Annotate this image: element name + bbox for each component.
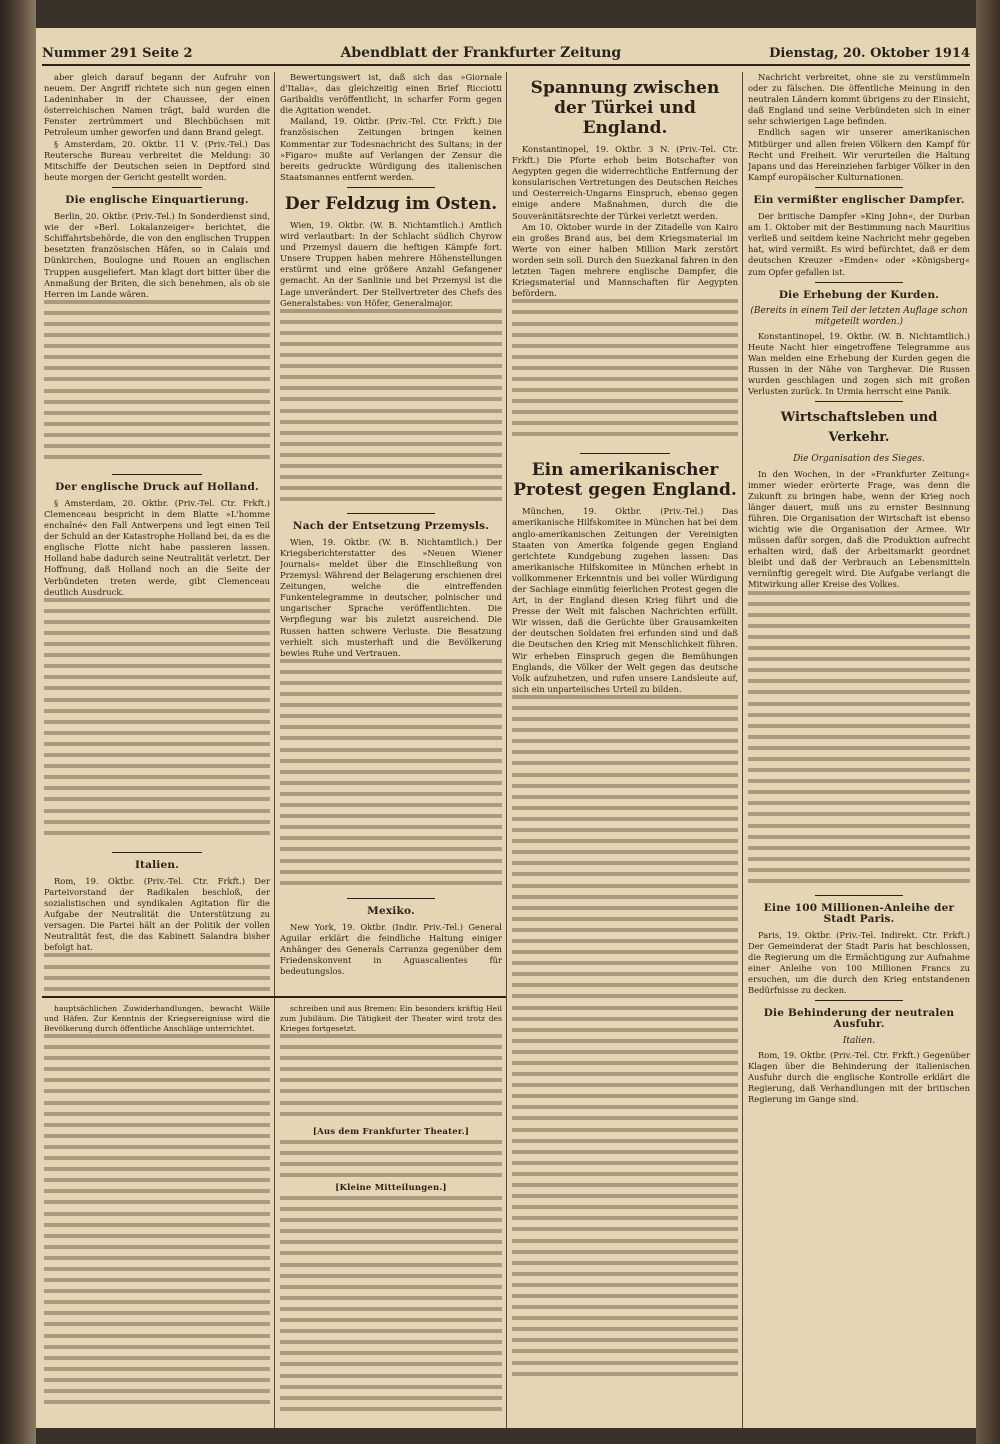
article-text: § Amsterdam, 20. Oktbr. (Priv.-Tel. Ctr. Frkft.) Clemenceau bespricht in dem Blatte »L'homme enchaîné« den Fall Antwerpens und legt einen Teil der Schuld an der Katastrophe Holland bei, da es die englische Flotte nicht habe passieren lassen. Holland habe dadurch seine Neutralität verletzt. Der Hoffnung, daß Holland noch an die Seite der Verbündeten treten werde, gibt Clemenceau deutlich Ausdruck. bbox=[44, 497, 270, 597]
article-text: Rom, 19. Oktbr. (Priv.-Tel. Ctr. Frkft.) Der Parteivorstand der Radikalen beschloß, der sozialistischen und syndikalen Agitation für die Aufgabe der Neutralität die Unterstützung zu versagen. Die Partei hält an der Politik der vollen Neutralität fest, die das Kabinett Salandra bisher befolgt hat. bbox=[44, 875, 270, 953]
issue-number: Nummer 291 Seite 2 bbox=[42, 45, 193, 61]
illegible-text-block bbox=[44, 300, 270, 470]
illegible-text-block bbox=[748, 591, 970, 891]
headline-italien: Italien. bbox=[134, 858, 180, 871]
article-text: Der britische Dampfer »King John«, der Durban am 1. Oktober mit der Bestimmung nach Mauritius verließ und seitdem keine Nachricht mehr gegeben hat, wird vermißt. Es wird befürchtet, daß er dem deutschen Kreuzer »Emden« oder »Königsberg« zum Opfer gefallen ist. bbox=[748, 211, 970, 277]
article-text: Mailand, 19. Oktbr. (Priv.-Tel. Ctr. Frkft.) Die französischen Zeitungen bringen keinen Kommentar zur Todesnachricht des Sultans; in der »Figaro« mußte auf Verlangen der Zensur die bereits gedruckte Würdigung des italienischen Staatsmannes entfernt werden. bbox=[280, 116, 502, 182]
newspaper-page bbox=[36, 28, 976, 1428]
next-page-edge bbox=[976, 0, 1000, 1444]
headline-einquartierung: Die englische Einquartierung. bbox=[65, 193, 249, 206]
article-text: Nachricht verbreitet, ohne sie zu verstümmeln oder zu fälschen. Die öffentliche Meinung in den neutralen Ländern kommt übrigens zu der Einsicht, daß England und seine Verbündeten sich in einer sehr schwierigen Lage befinden. bbox=[748, 72, 970, 127]
article-text: Berlin, 20. Oktbr. (Priv.-Tel.) In Sonderdienst sind, wie der »Berl. Lokalanzeiger« berichtet, die Schiffahrtsbehörde, die von den englischen Truppen besetzten französischen Häfen, so in Calais und Dünkirchen, Boulogne und Rouen an englischen Truppen ausgeliefert. Man klagt dort bitter über die Anmaßung der Briten, die sich benehmen, als ob sie Herren im Lande wären. bbox=[44, 211, 270, 299]
article-text: Paris, 19. Oktbr. (Priv.-Tel. Indirekt. Ctr. Frkft.) Der Gemeinderat der Stadt Paris hat beschlossen, die Regierung um die Ermächtigung zur Aufnahme einer Anleihe von 100 Millionen Francs zu ersuchen, um die durch den Krieg entstandenen Bedürfnisse zu decken. bbox=[748, 929, 970, 996]
article-text: Wien, 19. Oktbr. (W. B. Nichtamtlich.) Amtlich wird verlautbart: In der Schlacht südlich Chyrow und Przemysl dauern die heftigen Kämpfe fort. Unsere Truppen haben mehrere Höhenstellungen erstürmt und eine größere Anzahl Gefangener gemacht. An der Sanlinie und bei Przemysl ist die Lage unverändert. Der Stellvertreter des Chefs des Generalstabes: von Höfer, Generalmajor. bbox=[280, 219, 502, 308]
column-3 bbox=[512, 72, 738, 1428]
column-2 bbox=[280, 72, 502, 992]
column-1 bbox=[44, 72, 270, 992]
article-text: Konstantinopel, 19. Oktbr. 3 N. (Priv.-Tel. Ctr. Frkft.) Die Pforte erhob beim Botschafter von Aegypten gegen die widerrechtliche Entfernung der konsularischen Vertretungen des Deutschen Reiches und Oesterreich-Ungarns Einspruch, ebenso gegen einige andere Maßnahmen, durch die die Souveränitätsrechte der Türkei verletzt werden. bbox=[512, 144, 738, 221]
headline-mexiko: Mexiko. bbox=[367, 904, 415, 917]
newspaper-title: Abendblatt der Frankfurter Zeitung bbox=[340, 45, 622, 61]
issue-date: Dienstag, 20. Oktober 1914 bbox=[769, 45, 970, 61]
feuilleton-column-1 bbox=[44, 1004, 270, 1414]
illegible-text-block bbox=[280, 1034, 502, 1124]
article-text: Rom, 19. Oktbr. (Priv.-Tel. Ctr. Frkft.) Gegenüber Klagen über die Behinderung der italienischen Ausfuhr durch die englische Kontrolle erklärt die Regierung, daß Verhandlungen mit der britischen Regierung im Gange sind. bbox=[748, 1049, 970, 1104]
headline-przemysl: Nach der Entsetzung Przemysls. bbox=[292, 519, 490, 532]
illegible-text-block bbox=[280, 1196, 502, 1414]
illegible-text-block bbox=[280, 1140, 502, 1180]
article-text: hauptsächlichen Zuwiderhandlungen, bewacht Wälle und Häfen. Zur Kenntnis der Kriegsereignisse wird die Bevölkerung durch öffentliche Anschläge unterrichtet. bbox=[44, 1004, 270, 1033]
article-text: Konstantinopel, 19. Oktbr. (W. B. Nichtamtlich.) Heute Nacht hier eingetroffene Telegramme aus Wan melden eine Erhebung der Kurden gegen die Russen in der Nähe von Targhevar. Die Russen wurden geschlagen und zogen sich mit großen Verlusten zurück. In Urmia herrscht eine Panik. bbox=[748, 330, 970, 397]
headline-amerikanischer-protest: Ein amerikanischer Protest gegen England. bbox=[513, 460, 737, 501]
masthead bbox=[42, 42, 970, 66]
column-rule bbox=[742, 72, 743, 1428]
article-text: Am 10. Oktober wurde in der Zitadelle von Kairo ein großes Brand aus, bei dem Kriegsmaterial im Werte von einer halben Million Mark zerstört worden sein soll. Durch den Suezkanal fahren in den letzten Tagen mehrere englische Dampfer, die Kriegsmaterial und Mannschaften für Aegypten befördern. bbox=[512, 221, 738, 299]
headline-tuerkei-england: Spannung zwischen der Türkei und England. bbox=[530, 78, 720, 138]
illegible-text-block bbox=[280, 309, 502, 509]
article-text: schreiben und aus Bremen: Ein besonders kräftig Heil zum Jubiläum. Die Tätigkeit der Theater wird trotz des Krieges fortgesetzt. bbox=[280, 1004, 502, 1033]
article-text: aber gleich darauf begann der Aufruhr von neuem. Der Angriff richtete sich nun gegen einen Ladeninhaber in der Chaussee, der einen österreichischen Namen trägt, bald wurden die Fenster zertrümmert und Blechbüchsen mit Petroleum umher geworfen und dann Brand gelegt. bbox=[44, 72, 270, 138]
headline-holland: Der englische Druck auf Holland. bbox=[55, 480, 259, 493]
illegible-text-block bbox=[44, 953, 270, 992]
subheadline-italien: Italien. bbox=[842, 1035, 876, 1046]
headline-frankfurter-theater: [Aus dem Frankfurter Theater.] bbox=[312, 1127, 470, 1137]
book-binding bbox=[0, 0, 36, 1444]
headline-note: (Bereits in einem Teil der letzten Auflage schon mitgeteilt worden.) bbox=[750, 305, 968, 327]
article-text: München, 19. Oktbr. (Priv.-Tel.) Das amerikanische Hilfskomitee in München hat bei dem anglo-amerikanischen Zeitungen der Vereinigten Staaten von Amerika folgende gegen England gerichtete Kundgebung zugehen lassen: Das amerikanische Hilfskomitee in München erhebt in vollkommener Erkenntnis und bei voller Würdigung der Sachlage einmütig feierlichen Protest gegen die Art, in der England diesen Krieg führt und die Presse der Welt mit falschen Nachrichten erfüllt. Wir wissen, daß die Gerüchte über Grausamkeiten der deutschen Soldaten frei erfunden sind und daß die Deutschen den Krieg mit Menschlichkeit führen. Wir erheben Einspruch gegen die Bemühungen Englands, die Völker der Welt gegen das deutsche Volk aufzuhetzen, und rufen unsere Landsleute auf, sich ein unparteiisches Urteil zu bilden. bbox=[512, 506, 738, 694]
illegible-text-block bbox=[512, 299, 738, 449]
article-text: In den Wochen, in der »Frankfurter Zeitung« immer wieder erörterte Frage, was denn die Zukunft zu bringen habe, wenn der Krieg noch länger dauert, muß uns zu ernster Besinnung führen. Die Organisation der Wirtschaft ist ebenso wichtig wie die Organisation der Armee. Wir müssen dafür sorgen, daß die Produktion aufrecht erhalten wird, daß der Arbeitsmarkt geordnet bleibt und daß der Verbrauch an Lebensmitteln vernünftig geregelt wird. Die Aufgabe verlangt die Mitwirkung aller Kreise des Volkes. bbox=[748, 468, 970, 590]
column-4 bbox=[748, 72, 970, 1428]
illegible-text-block bbox=[512, 695, 738, 1395]
article-text: Endlich sagen wir unserer amerikanischen Mitbürger und allen freien Völkern den Kampf für Recht und Freiheit. Wir verurteilen die Haltung Japans und das Hereinziehen farbiger Völker in den Kampf europäischer Kulturnationen. bbox=[748, 127, 970, 182]
feuilleton-rule bbox=[42, 996, 506, 998]
headline-wirtschaftsleben: Wirtschaftsleben und Verkehr. bbox=[780, 410, 938, 446]
headline-vermisster-dampfer: Ein vermißter englischer Dampfer. bbox=[753, 193, 965, 206]
feuilleton-column-2 bbox=[280, 1004, 502, 1414]
column-rule bbox=[506, 72, 507, 1428]
headline-paris-anleihe: Eine 100 Millionen-Anleihe der Stadt Paris. bbox=[763, 901, 955, 925]
illegible-text-block bbox=[44, 598, 270, 848]
article-text: Bewertungswert ist, daß sich das »Giornale d'Italia«, das gleichzeitig einen Brief Ricciotti Garibaldis veröffentlicht, in scharfer Form gegen die Agitation wendet. bbox=[280, 72, 502, 116]
column-rule bbox=[274, 72, 275, 1428]
article-text: New York, 19. Oktbr. (Indir. Priv.-Tel.) General Aguilar erklärt die feindliche Haltung einiger Anhänger des Generals Carranza gegenüber dem Friedenskonvent in Aguascalientes für bedeutungslos. bbox=[280, 921, 502, 977]
illegible-text-block bbox=[44, 1034, 270, 1414]
headline-kurden: Die Erhebung der Kurden. bbox=[778, 288, 940, 301]
headline-neutrale-ausfuhr: Die Behinderung der neutralen Ausfuhr. bbox=[763, 1007, 955, 1031]
illegible-text-block bbox=[280, 659, 502, 894]
article-text: Wien, 19. Oktbr. (W. B. Nichtamtlich.) Der Kriegsberichterstatter des »Neuen Wiener Journals« meldet über die Einschließung von Przemysl: Während der Belagerung erschienen drei Zeitungen, welche die eintreffenden Funkentelegramme in deutscher, polnischer und ungarischer Sprache veröffentlichten. Die Verpflegung war bis zuletzt ausreichend. Die Russen hatten schwere Verluste. Die Besatzung verhielt sich musterhaft und die Bevölkerung bewies Ruhe und Vertrauen. bbox=[280, 536, 502, 658]
subheadline-organisation: Die Organisation des Sieges. bbox=[793, 454, 925, 465]
headline-kleine-mitteilungen: [Kleine Mitteilungen.] bbox=[335, 1183, 447, 1193]
headline-feldzug-osten: Der Feldzug im Osten. bbox=[284, 193, 498, 214]
article-text: § Amsterdam, 20. Oktbr. 11 V. (Priv.-Tel.) Das Reutersche Bureau verbreitet die Meldung: 30 Mitschiffe der Deutschen seien in Deptford sind heute morgen der Gericht gestellt worden. bbox=[44, 138, 270, 182]
